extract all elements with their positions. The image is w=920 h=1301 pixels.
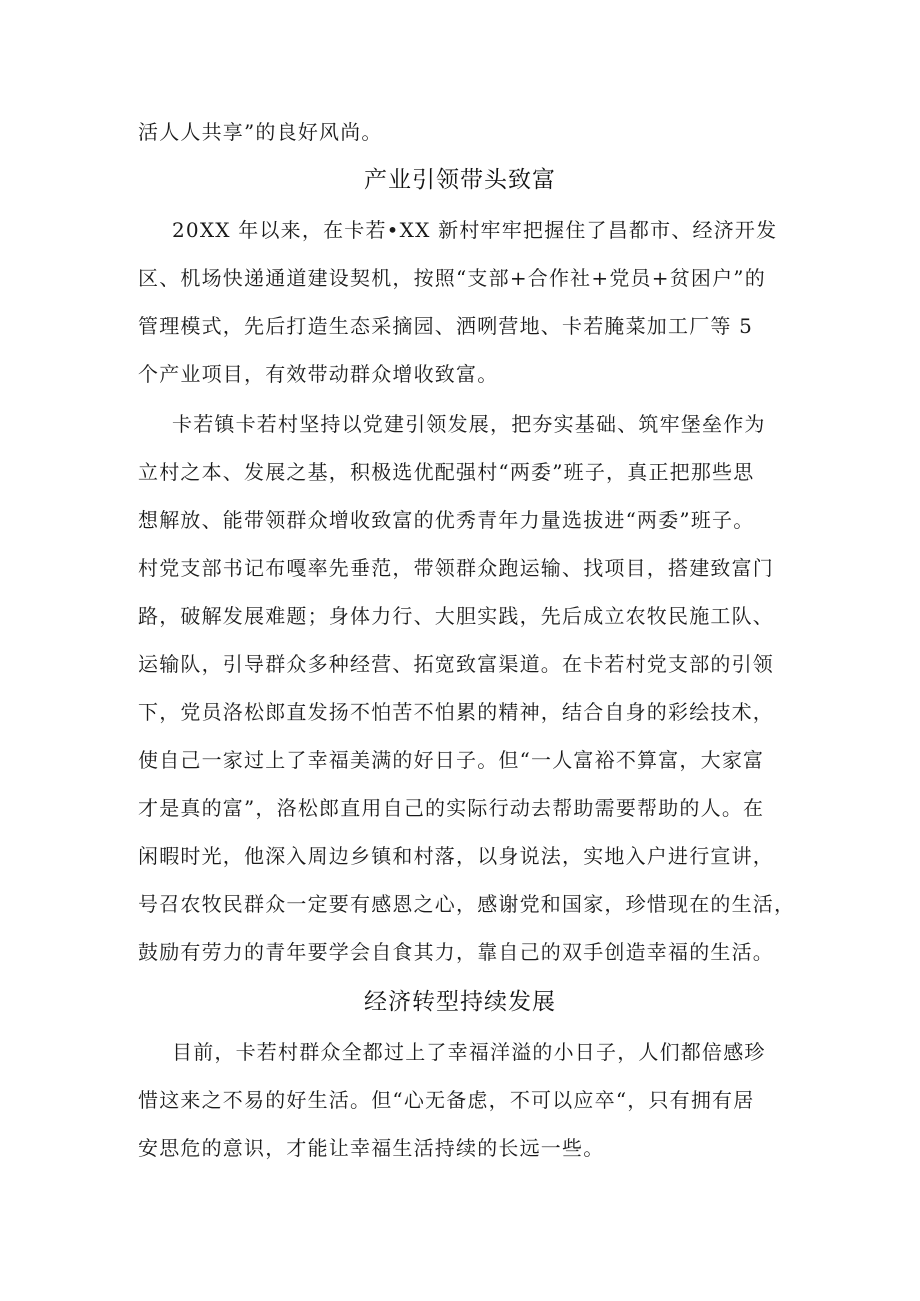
- paragraph-line: 下，党员洛松郎直发扬不怕苦不怕累的精神，结合自身的彩绘技术，: [138, 700, 774, 724]
- paragraph-line: 想解放、能带领群众增收致富的优秀青年力量选拔进“两委”班子。: [138, 508, 755, 532]
- paragraph-line: 才是真的富”，洛松郎直用自己的实际行动去帮助需要帮助的人。在: [138, 796, 765, 820]
- paragraph-line: 20XX 年以来，在卡若•XX 新村牢牢把握住了昌都市、经济开发: [172, 218, 778, 242]
- section-heading-economy: 经济转型持续发展: [364, 989, 556, 1015]
- paragraph-line: 管理模式，先后打造生态采摘园、洒咧营地、卡若腌菜加工厂等 5: [138, 314, 754, 338]
- paragraph-line: 闲暇时光，他深入周边乡镇和村落，以身说法，实地入户进行宣讲，: [138, 844, 774, 868]
- paragraph-line: 惜这来之不易的好生活。但“心无备虑，不可以应卒“，只有拥有居: [138, 1088, 755, 1112]
- paragraph-line: 路，破解发展难题；身体力行、大胆实践，先后成立农牧民施工队、: [138, 604, 774, 628]
- paragraph-line: 卡若镇卡若村坚持以党建引领发展，把夯实基础、筑牢堡垒作为: [172, 412, 766, 436]
- paragraph-line: 号召农牧民群众一定要有感恩之心，感谢党和国家，珍惜现在的生活，: [138, 892, 796, 916]
- paragraph-line: 目前，卡若村群众全都过上了幸福洋溢的小日子，人们都倍感珍: [172, 1040, 766, 1064]
- paragraph-line: 立村之本、发展之基，积极选优配强村“两委”班子，真正把那些思: [138, 460, 755, 484]
- paragraph-line: 运输队，引导群众多种经营、拓宽致富渠道。在卡若村党支部的引领: [138, 652, 774, 676]
- paragraph-line: 使自己一家过上了幸福美满的好日子。但“一人富裕不算富，大家富: [138, 748, 765, 772]
- paragraph-line: 鼓励有劳力的青年要学会自食其力，靠自己的双手创造幸福的生活。: [138, 940, 774, 964]
- paragraph-line: 区、机场快递通道建设契机，按照“支部+合作社+党员+贫困户”的: [138, 266, 766, 290]
- intro-tail-line: 活人人共享”的良好风尚。: [138, 120, 383, 144]
- paragraph-line: 个产业项目，有效带动群众增收致富。: [138, 362, 499, 386]
- paragraph-line: 村党支部书记布嘎率先垂范，带领群众跑运输、找项目，搭建致富门: [138, 556, 774, 580]
- paragraph-line: 安思危的意识，才能让幸福生活持续的长远一些。: [138, 1136, 605, 1160]
- section-heading-industry: 产业引领带头致富: [364, 167, 556, 193]
